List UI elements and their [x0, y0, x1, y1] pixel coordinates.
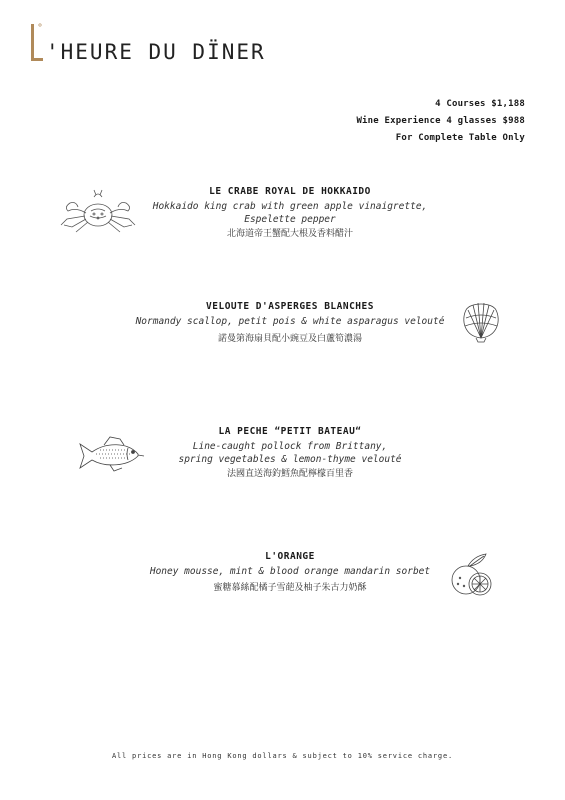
- scallop-shell-icon: [460, 298, 502, 344]
- course-description: Line-caught pollock from Brittany,: [192, 441, 388, 452]
- course-description: Honey mousse, mint & blood orange mandarin sorbet: [149, 566, 431, 577]
- course-chinese-name: 蜜糖慕絲配橘子雪葩及柚子朱古力奶酥: [213, 583, 367, 593]
- course-item: [90, 426, 490, 481]
- course-description: Hokkaido king crab with green apple vinaigrette,: [152, 201, 428, 212]
- table-note: For Complete Table Only: [395, 133, 525, 143]
- course-description: Espelette pepper: [244, 214, 336, 225]
- course-item: [90, 186, 490, 241]
- wine-price: Wine Experience 4 glasses $988: [356, 116, 525, 126]
- course-description: spring vegetables & lemon-thyme velouté: [178, 454, 402, 465]
- course-title: LE CRABE ROYAL DE HOKKAIDO: [209, 186, 371, 197]
- pricing-block: [356, 96, 525, 147]
- logo-l-mark: [30, 22, 44, 64]
- course-description: Normandy scallop, petit pois & white asparagus velouté: [135, 316, 445, 327]
- orange-fruit-icon: [446, 548, 496, 602]
- service-charge-note: All prices are in Hong Kong dollars & subject to 10% service charge.: [112, 752, 453, 760]
- course-title: LA PECHE “PETIT BATEAU“: [218, 426, 362, 437]
- course-chinese-name: 法國直送海釣鱈魚配檸檬百里香: [226, 469, 353, 479]
- courses-price: 4 Courses $1,188: [435, 99, 525, 109]
- course-item: [90, 551, 490, 595]
- course-item: [90, 301, 490, 346]
- course-chinese-name: 諾曼第海扇貝配小豌豆及白蘆筍濃湯: [217, 334, 362, 344]
- menu-title: 'HEURE DU DÏNER: [46, 40, 266, 64]
- course-title: VELOUTE D'ASPERGES BLANCHES: [206, 301, 374, 312]
- course-title: L'ORANGE: [265, 551, 315, 562]
- course-chinese-name: 北海道帝王蟹配大根及香料醋汁: [226, 229, 353, 239]
